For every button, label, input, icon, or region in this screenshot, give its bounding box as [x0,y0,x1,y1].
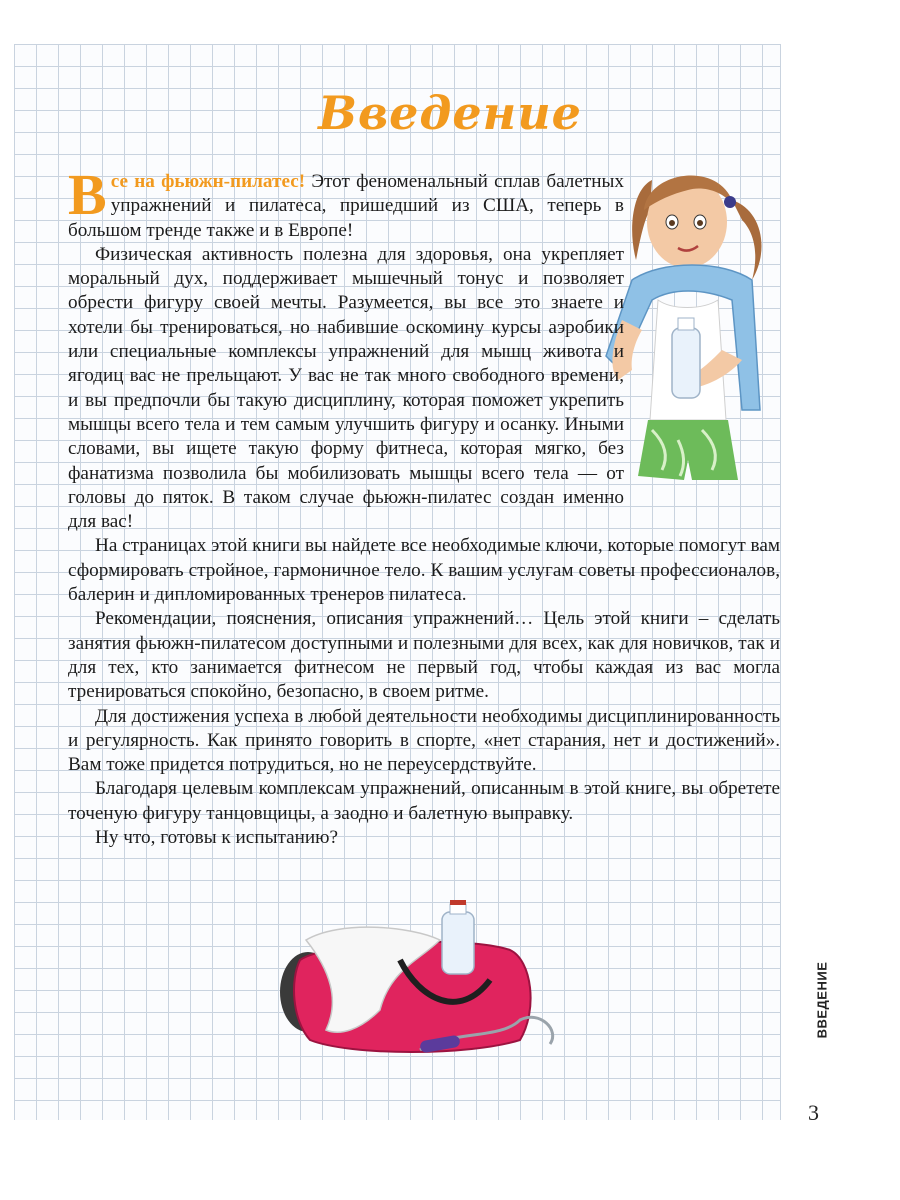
paragraph-6: Ну что, готовы к испытанию? [95,827,339,849]
paragraph-1: Физическая активность полезна для здоровья, она укрепляет моральный дух, поддерживает мышечный тонус и позволяет обрести фигуру своей мечты. Разумеется, вы все это знаете и хотели бы тренироваться, но набившие оскомину курсы аэробики или специальные комплексы упражнений для мышц живота и ягодиц вас не прельщают. У вас не так много свободного времени, и вы предпочли бы такую дисциплину, которая поможет укрепить мышцы всего тела и тем самым улучшить фигуру и осанку. Иными словами, вы ищете такую форму фитнеса, которая мягко, без фанатизма позволила бы мобилизовать мышцы всего тела — от головы до пяток. В таком случае фьюжн-пилатес создан именно для вас! [68,243,624,533]
intro-lead: се на фьюжн-пилатес! [110,171,306,192]
paragraph-3: Рекомендации, пояснения, описания упражнений… Цель этой книги – сделать занятия фьюжн-пилатесом доступными и полезными для всех, как для новичков, так и для тех, кто занимается фитнесом не первый год, чтобы каждая из вас могла тренироваться спокойно, безопасно, в своем ритме. [68,608,780,703]
paragraph-5: Благодаря целевым комплексам упражнений, описанным в этой книге, вы обретете точеную фигуру танцовщицы, а заодно и балетную выправку. [68,778,780,824]
paragraph-4: Для достижения успеха в любой деятельности необходимы дисциплинированность и регулярность. Как принято говорить в спорте, «нет старания, нет и достижений». Вам тоже придется потрудиться, но не переусердствуйте. [68,705,780,776]
paragraph-2: На страницах этой книги вы найдете все необходимые ключи, которые помогут вам сформировать стройное, гармоничное тело. К вашим услугам советы профессионалов, балерин и дипломированных тренеров пилатеса. [68,535,780,606]
margin-divider [780,44,781,1120]
page-number: 3 [808,1100,819,1125]
intro-rest: Этот феноменальный сплав балетных упражнений и пилатеса, пришедший из США, теперь в большом тренде также и в Европе! [68,171,625,241]
body-text [68,162,780,850]
drop-cap: В [68,162,107,227]
section-tab-label: ВВЕДЕНИЕ [814,961,830,1039]
page-title: Введение [318,86,582,140]
margin-column [780,44,890,1120]
section-tab [812,960,832,1040]
intro-paragraph [68,162,625,243]
gym-bag-illustration [270,900,570,1070]
